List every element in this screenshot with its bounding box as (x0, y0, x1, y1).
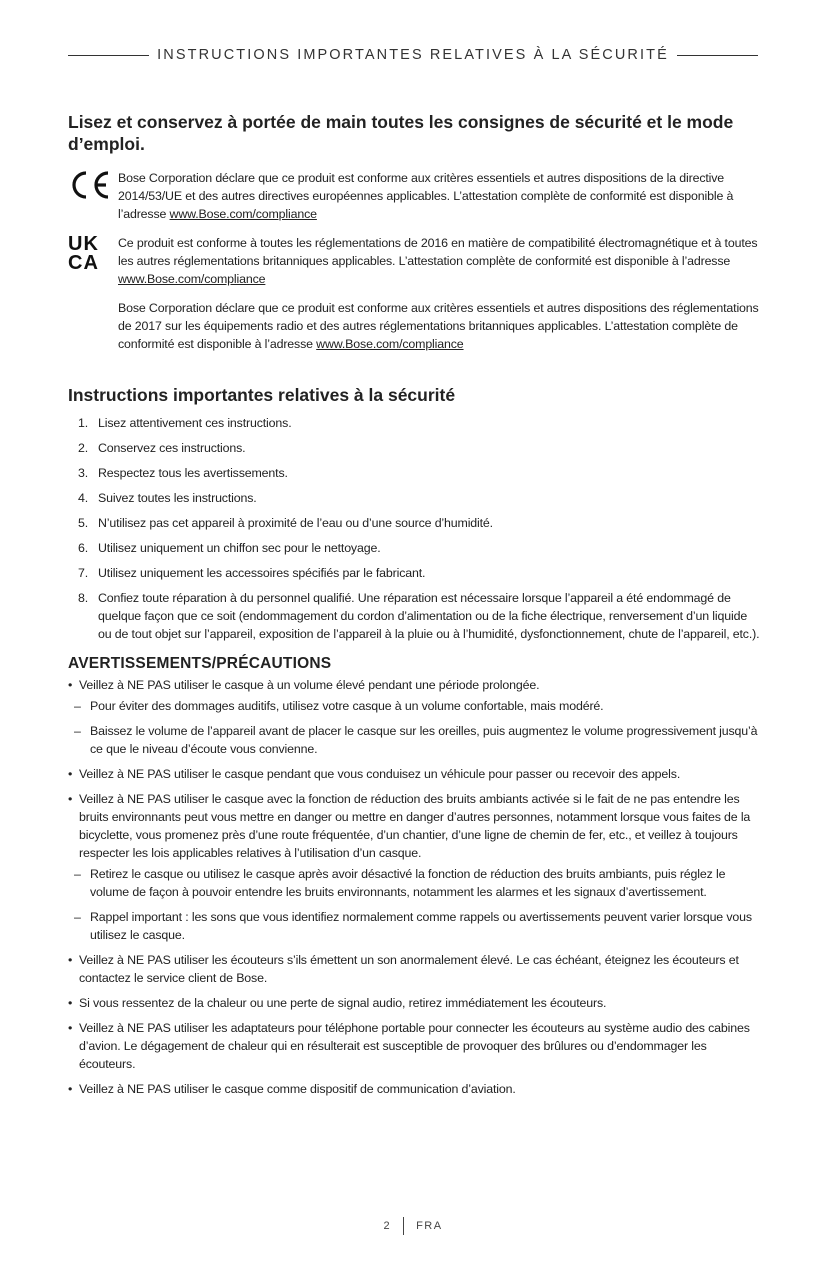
list-item-text: Conservez ces instructions. (98, 441, 246, 455)
list-item-number: 3. (77, 466, 88, 480)
intro-heading: Lisez et conservez à portée de main toutes les consignes de sécurité et le mode d’emploi. (68, 112, 734, 154)
radio-compliance-link[interactable]: www.Bose.com/compliance (316, 337, 464, 351)
dash-icon: – (74, 910, 81, 924)
warning-item (68, 951, 760, 987)
warnings-list (68, 676, 760, 1098)
list-item-text: Utilisez uniquement un chiffon sec pour le nettoyage. (98, 541, 381, 555)
warning-subitem (68, 697, 760, 715)
warning-text: Si vous ressentez de la chaleur ou une perte de signal audio, retirez immédiatement les écouteurs. (79, 996, 607, 1010)
warnings-heading: AVERTISSEMENTS/PRÉCAUTIONS (68, 655, 332, 672)
ukca-declaration-text (118, 234, 760, 288)
list-item (68, 489, 760, 507)
bullet-icon: • (68, 996, 73, 1010)
bullet-icon: • (68, 953, 73, 967)
page-header (68, 47, 758, 63)
list-item (68, 539, 760, 557)
ukca-mark-icon (68, 234, 118, 288)
warning-item (68, 994, 760, 1012)
list-item-number: 8. (77, 591, 88, 605)
warning-sublist (68, 697, 760, 758)
safety-heading: Instructions importantes relatives à la sécurité (68, 385, 456, 405)
bullet-icon: • (68, 1021, 73, 1035)
ukca-label-top: UK (68, 233, 99, 255)
list-item-text: Respectez tous les avertissements. (98, 466, 288, 480)
list-item-number: 2. (77, 441, 88, 455)
warning-subitem-text: Pour éviter des dommages auditifs, utilisez votre casque à un volume confortable, mais modéré. (90, 699, 604, 713)
language-code: FRA (416, 1220, 443, 1232)
safety-instructions-list (68, 414, 760, 643)
list-item (68, 439, 760, 457)
ce-mark-icon (68, 169, 118, 223)
ukca-label-bottom: CA (68, 252, 99, 274)
page-content (68, 111, 760, 1105)
radio-declaration (68, 299, 760, 353)
list-item (68, 589, 760, 643)
list-item-text: Confiez toute réparation à du personnel qualifié. Une réparation est nécessaire lorsque l’appareil a été endommagé de quelque façon que ce soit (endommagement du cordon d’alimentation ou de la fiche électrique, renversement d’un liquide ou de tout objet sur l’appareil, exposition de l’appareil à la pluie ou à l’humidité, dysfonctionnement, chute de l’appareil, etc.). (98, 591, 760, 641)
list-item (68, 414, 760, 432)
footer-separator (403, 1217, 404, 1235)
bullet-icon: • (68, 678, 73, 692)
warning-item (68, 790, 760, 944)
warning-text: Veillez à NE PAS utiliser le casque pendant que vous conduisez un véhicule pour passer ou recevoir des appels. (79, 767, 681, 781)
warning-item (68, 1019, 760, 1073)
list-item-text: Suivez toutes les instructions. (98, 491, 257, 505)
list-item-number: 7. (77, 566, 88, 580)
radio-text: Bose Corporation déclare que ce produit est conforme aux critères essentiels et autres dispositions des réglementations de 2017 sur les équipements radio et des autres réglementations britanniques applicables. L’attestation complète de conformité est disponible à l’adresse (118, 301, 759, 351)
list-item-number: 4. (77, 491, 88, 505)
header-rule-right (677, 55, 758, 56)
dash-icon: – (74, 724, 81, 738)
warning-subitem-text: Rappel important : les sons que vous identifiez normalement comme rappels ou avertissements peuvent varier lorsque vous utilisez le casque. (90, 910, 752, 942)
ukca-declaration (68, 234, 760, 288)
bullet-icon: • (68, 767, 73, 781)
warning-text: Veillez à NE PAS utiliser les adaptateurs pour téléphone portable pour connecter les écouteurs au système audio des cabines d’avion. Le dégagement de chaleur qui en résulterait est susceptible de provoquer des brûlures ou d’endommager les écouteurs. (79, 1021, 750, 1071)
ce-compliance-link[interactable]: www.Bose.com/compliance (169, 207, 317, 221)
dash-icon: – (74, 867, 81, 881)
warning-text: Veillez à NE PAS utiliser les écouteurs s’ils émettent un son anormalement élevé. Le cas échéant, éteignez les écouteurs et contactez le service client de Bose. (79, 953, 739, 985)
warning-subitem (68, 722, 760, 758)
header-rule-left (68, 55, 149, 56)
bullet-icon: • (68, 792, 73, 806)
ukca-compliance-link[interactable]: www.Bose.com/compliance (118, 272, 266, 286)
ce-declaration (68, 169, 760, 223)
radio-declaration-text (118, 299, 760, 353)
list-item-number: 1. (77, 416, 88, 430)
warning-subitem (68, 865, 760, 901)
warning-item (68, 676, 760, 758)
warning-sublist (68, 865, 760, 944)
list-item-text: Utilisez uniquement les accessoires spécifiés par le fabricant. (98, 566, 426, 580)
list-item-number: 5. (77, 516, 88, 530)
list-item (68, 564, 760, 582)
warning-item (68, 765, 760, 783)
page-number: 2 (383, 1220, 392, 1232)
warning-text: Veillez à NE PAS utiliser le casque avec la fonction de réduction des bruits ambiants activée si le fait de ne pas entendre les bruits environnants peut vous mettre en danger ou mettre en danger d’autres personnes, notamment lorsque vous faites de la bicyclette, vous promenez près d’une route fréquentée, d’un chantier, d’une ligne de chemin de fer, etc., et veillez à toujours respecter les lois applicables relatives à l’utilisation d’un casque. (79, 792, 751, 860)
dash-icon: – (74, 699, 81, 713)
warning-text: Veillez à NE PAS utiliser le casque comme dispositif de communication d’aviation. (79, 1082, 516, 1096)
warning-subitem (68, 908, 760, 944)
ukca-text: Ce produit est conforme à toutes les réglementations de 2016 en matière de compatibilité électromagnétique et à toutes les autres réglementations britanniques applicables. L’attestation complète de conformité est disponible à l’adresse (118, 236, 758, 268)
list-item-number: 6. (77, 541, 88, 555)
list-item-text: N’utilisez pas cet appareil à proximité de l’eau ou d’une source d’humidité. (98, 516, 493, 530)
ce-declaration-text (118, 169, 760, 223)
list-item (68, 514, 760, 532)
warning-text: Veillez à NE PAS utiliser le casque à un volume élevé pendant une période prolongée. (79, 678, 540, 692)
ce-text: Bose Corporation déclare que ce produit est conforme aux critères essentiels et autres dispositions de la directive 2014/53/UE et des autres directives européennes applicables. L’attestation complète de conformité est disponible à l’adresse (118, 171, 734, 221)
list-item (68, 464, 760, 482)
warning-item (68, 1080, 760, 1098)
warning-subitem-text: Baissez le volume de l’appareil avant de placer le casque sur les oreilles, puis augmentez le volume progressivement jusqu’à ce que le niveau d’écoute vous convienne. (90, 724, 758, 756)
page-footer (0, 1217, 826, 1235)
list-item-text: Lisez attentivement ces instructions. (98, 416, 292, 430)
header-title: INSTRUCTIONS IMPORTANTES RELATIVES À LA SÉCURITÉ (157, 47, 669, 63)
bullet-icon: • (68, 1082, 73, 1096)
warning-subitem-text: Retirez le casque ou utilisez le casque après avoir désactivé la fonction de réduction des bruits ambiants, puis réglez le volume de façon à pouvoir entendre les bruits environnants, notamment les alarmes et les signaux d’avertissement. (90, 867, 726, 899)
